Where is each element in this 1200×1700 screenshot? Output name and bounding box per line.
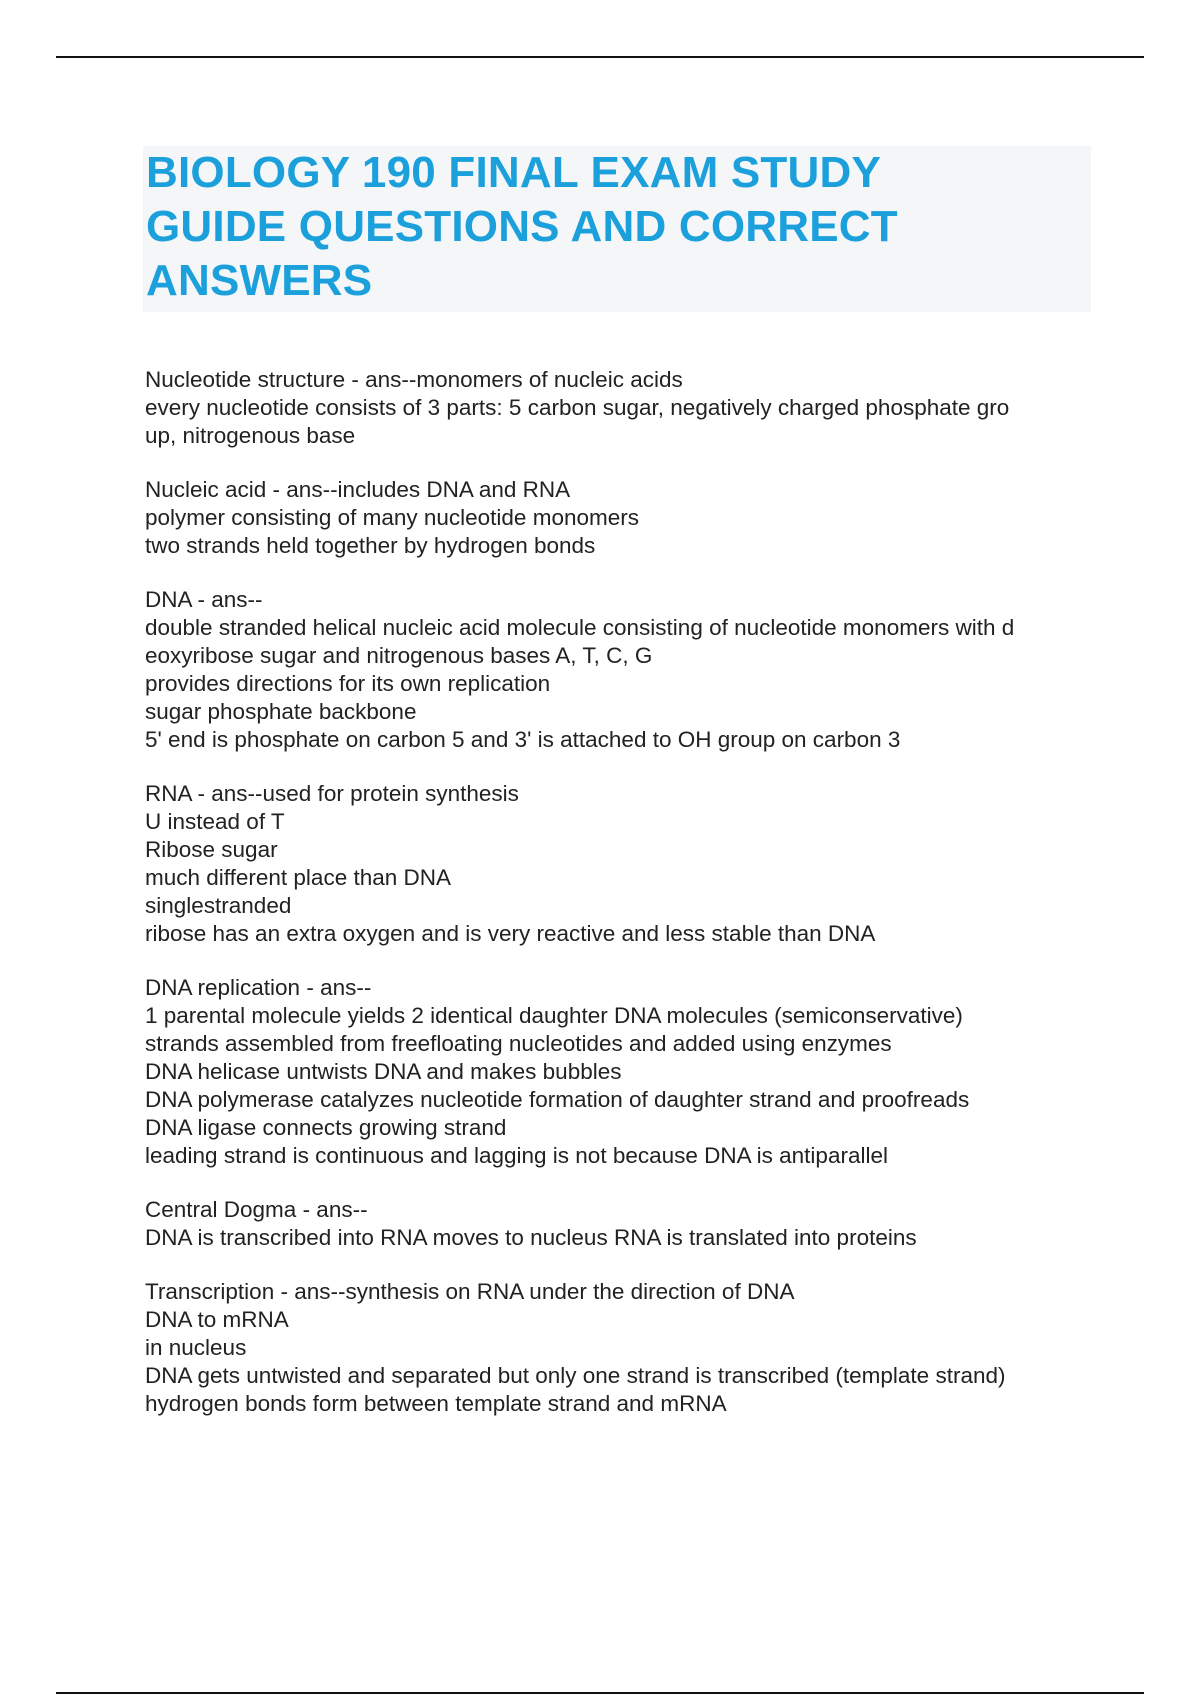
entry-line: every nucleotide consists of 3 parts: 5 carbon sugar, negatively charged phosphate gro [145, 395, 1010, 420]
bottom-rule [56, 1692, 1144, 1694]
title-line: BIOLOGY 190 FINAL EXAM STUDY [146, 148, 881, 197]
entry-line: ribose has an extra oxygen and is very reactive and less stable than DNA [145, 921, 876, 946]
document-title [143, 146, 1091, 312]
entry-line: two strands held together by hydrogen bonds [145, 533, 596, 558]
entry-line: DNA polymerase catalyzes nucleotide formation of daughter strand and proofreads [145, 1087, 970, 1112]
entry-line: singlestranded [145, 893, 292, 918]
entry-nucleic-acid [145, 476, 1095, 560]
entry-line: DNA is transcribed into RNA moves to nucleus RNA is translated into proteins [145, 1225, 917, 1250]
entry-line: provides directions for its own replication [145, 671, 551, 696]
entry-line: double stranded helical nucleic acid molecule consisting of nucleotide monomers with d [145, 615, 1015, 640]
entry-line: Ribose sugar [145, 837, 278, 862]
entry-line: leading strand is continuous and lagging is not because DNA is antiparallel [145, 1143, 888, 1168]
entry-line: DNA replication - ans-- [145, 975, 372, 1000]
entry-dna [145, 586, 1095, 754]
title-line: ANSWERS [146, 256, 373, 305]
title-line: GUIDE QUESTIONS AND CORRECT [146, 202, 898, 251]
entry-line: much different place than DNA [145, 865, 452, 890]
entry-line: eoxyribose sugar and nitrogenous bases A, T, C, G [145, 643, 653, 668]
entry-line: Nucleotide structure - ans--monomers of nucleic acids [145, 367, 683, 392]
entry-line: hydrogen bonds form between template strand and mRNA [145, 1391, 727, 1416]
top-rule [56, 56, 1144, 58]
entry-line: polymer consisting of many nucleotide monomers [145, 505, 639, 530]
entry-line: DNA - ans-- [145, 587, 263, 612]
document-body [145, 366, 1095, 1444]
entry-transcription [145, 1278, 1095, 1418]
entry-rna [145, 780, 1095, 948]
entry-line: DNA ligase connects growing strand [145, 1115, 507, 1140]
entry-nucleotide-structure [145, 366, 1095, 450]
entry-line: strands assembled from freefloating nucleotides and added using enzymes [145, 1031, 892, 1056]
entry-line: RNA - ans--used for protein synthesis [145, 781, 519, 806]
entry-line: U instead of T [145, 809, 285, 834]
entry-line: sugar phosphate backbone [145, 699, 417, 724]
entry-line: Nucleic acid - ans--includes DNA and RNA [145, 477, 571, 502]
entry-line: DNA gets untwisted and separated but only one strand is transcribed (template strand) [145, 1363, 1006, 1388]
entry-line: in nucleus [145, 1335, 247, 1360]
entry-line: DNA to mRNA [145, 1307, 289, 1332]
entry-line: 5' end is phosphate on carbon 5 and 3' is attached to OH group on carbon 3 [145, 727, 901, 752]
entry-dna-replication [145, 974, 1095, 1170]
entry-line: 1 parental molecule yields 2 identical daughter DNA molecules (semiconservative) [145, 1003, 963, 1028]
entry-line: DNA helicase untwists DNA and makes bubbles [145, 1059, 622, 1084]
entry-line: Transcription - ans--synthesis on RNA under the direction of DNA [145, 1279, 795, 1304]
entry-line: Central Dogma - ans-- [145, 1197, 368, 1222]
entry-line: up, nitrogenous base [145, 423, 356, 448]
entry-central-dogma [145, 1196, 1095, 1252]
